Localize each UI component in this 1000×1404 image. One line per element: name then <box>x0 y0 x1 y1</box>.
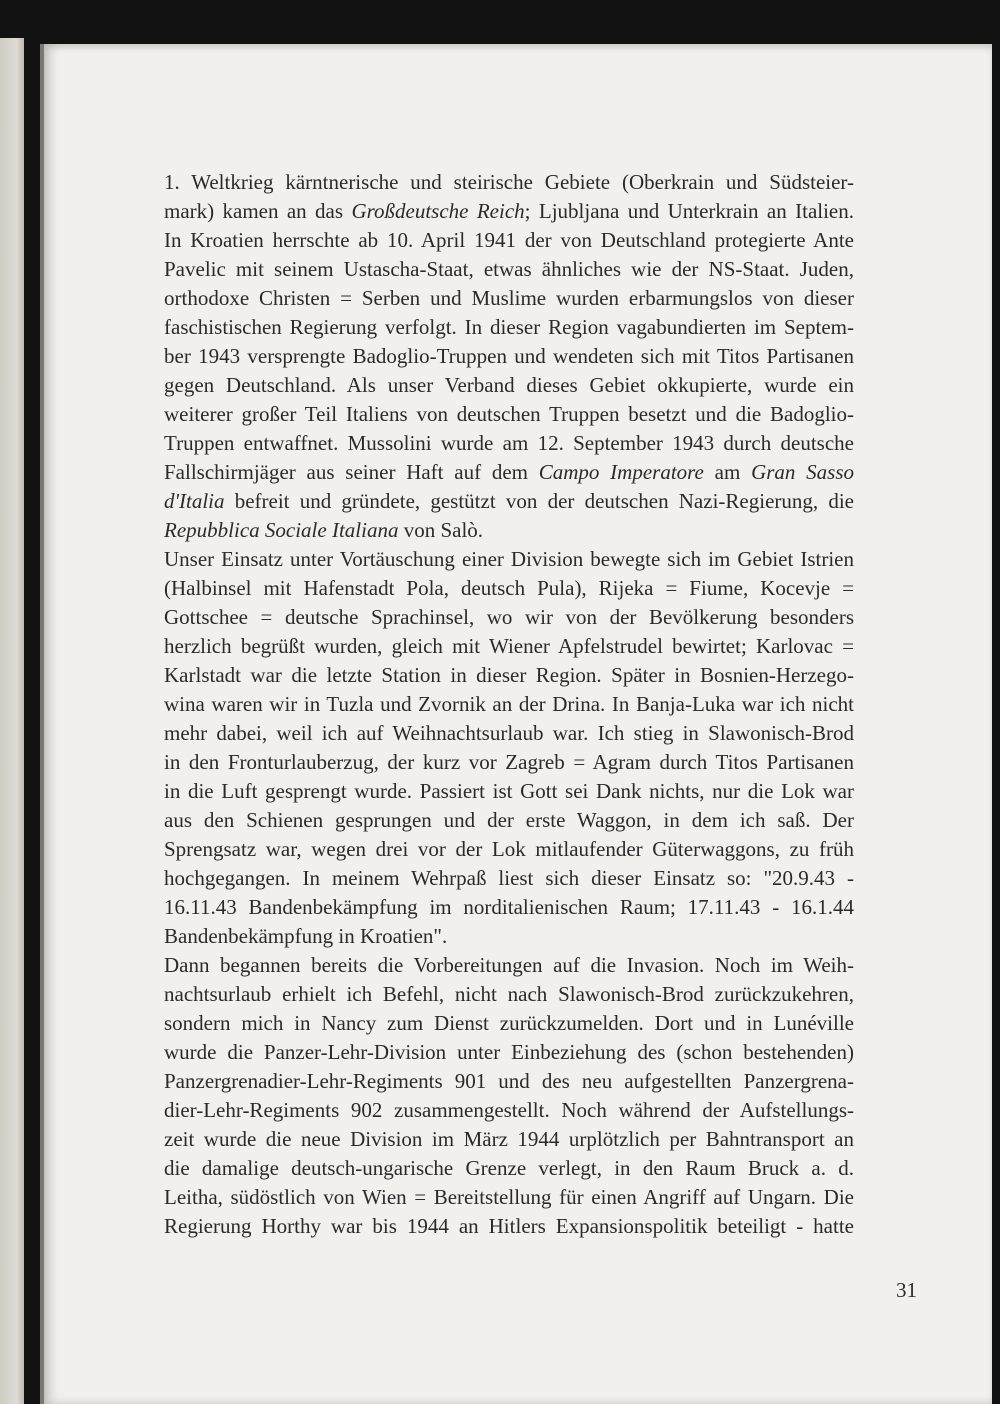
text-segment: 16.11.43 Bandenbekämpfung im norditalienischen Raum; 17.11.43 - 16.1.44 <box>164 895 854 919</box>
text-segment: Panzergrenadier-Lehr-Regiments 901 und des neu aufgestellten Panzergrena- <box>164 1069 854 1093</box>
text-segment: aus den Schienen gesprungen und der erste Waggon, in dem ich saß. Der <box>164 808 854 832</box>
text-segment: am <box>703 460 752 484</box>
text-line <box>164 255 854 284</box>
text-segment: dier-Lehr-Regiments 902 zusammengestellt. Noch während der Aufstellungs- <box>164 1098 854 1122</box>
text-segment: (Halbinsel mit Hafenstadt Pola, deutsch Pula), Rijeka = Fiume, Kocevje = <box>164 576 854 600</box>
text-segment: Unser Einsatz unter Vortäuschung einer Division bewegte sich im Gebiet Istrien <box>164 547 854 571</box>
text-line <box>164 574 854 603</box>
text-segment: mehr dabei, weil ich auf Weihnachtsurlaub war. Ich stieg in Slawonisch-Brod <box>164 721 854 745</box>
text-line <box>164 1125 854 1154</box>
text-segment: Gottschee = deutsche Sprachinsel, wo wir von der Bevölkerung besonders <box>164 605 854 629</box>
text-line <box>164 719 854 748</box>
text-segment: sondern mich in Nancy zum Dienst zurückzumelden. Dort und in Lunéville <box>164 1011 854 1035</box>
text-line <box>164 342 854 371</box>
text-segment: Fallschirmjäger aus seiner Haft auf dem <box>164 460 539 484</box>
text-segment: Sprengsatz war, wegen drei vor der Lok mitlaufender Güterwaggons, zu früh <box>164 837 854 861</box>
text-line <box>164 545 854 574</box>
text-segment: zeit wurde die neue Division im März 1944 urplötzlich per Bahntransport an <box>164 1127 854 1151</box>
text-line <box>164 893 854 922</box>
text-segment: hochgegangen. In meinem Wehrpaß liest sich dieser Einsatz so: "20.9.43 - <box>164 866 854 890</box>
text-line <box>164 748 854 777</box>
text-segment: wurde die Panzer-Lehr-Division unter Einbeziehung des (schon bestehenden) <box>164 1040 854 1064</box>
text-line <box>164 951 854 980</box>
italic-text: d'Italia <box>164 489 225 513</box>
text-segment: mark) kamen an das <box>164 199 352 223</box>
text-segment: weiterer großer Teil Italiens von deutschen Truppen besetzt und die Badoglio- <box>164 402 854 426</box>
text-line <box>164 371 854 400</box>
text-line <box>164 1154 854 1183</box>
text-line <box>164 603 854 632</box>
text-segment: Regierung Horthy war bis 1944 an Hitlers Expansionspolitik beteiligt - hatte <box>164 1214 854 1238</box>
text-line <box>164 429 854 458</box>
text-segment: ; Ljubljana und Unterkrain an Italien. <box>524 199 855 223</box>
text-line <box>164 864 854 893</box>
text-line <box>164 487 854 516</box>
text-line <box>164 226 854 255</box>
text-line <box>164 632 854 661</box>
italic-text: Großdeutsche Reich <box>351 199 525 223</box>
text-line <box>164 1067 854 1096</box>
text-line <box>164 400 854 429</box>
text-segment: wina waren wir in Tuzla und Zvornik an der Drina. In Banja-Luka war ich nicht <box>164 692 854 716</box>
text-segment: in die Luft gesprengt wurde. Passiert ist Gott sei Dank nichts, nur die Lok war <box>164 779 854 803</box>
text-segment: Bandenbekämpfung in Kroatien". <box>164 924 448 948</box>
text-line <box>164 922 854 951</box>
text-segment: Pavelic mit seinem Ustascha-Staat, etwas ähnliches wie der NS-Staat. Juden, <box>164 257 854 281</box>
text-segment: Karlstadt war die letzte Station in dieser Region. Später in Bosnien-Herzego- <box>164 663 854 687</box>
text-line <box>164 1009 854 1038</box>
text-line <box>164 516 854 545</box>
text-line <box>164 777 854 806</box>
italic-text: Campo Imperatore <box>538 460 704 484</box>
text-segment: in den Fronturlauberzug, der kurz vor Zagreb = Agram durch Titos Partisanen <box>164 750 854 774</box>
text-line <box>164 1212 854 1241</box>
text-line <box>164 197 854 226</box>
text-segment: befreit und gründete, gestützt von der deutschen Nazi-Regierung, die <box>224 489 854 513</box>
text-line <box>164 1183 854 1212</box>
text-segment: herzlich begrüßt wurden, gleich mit Wiener Apfelstrudel bewirtet; Karlovac = <box>164 634 854 658</box>
body-text <box>164 168 854 1241</box>
text-line <box>164 168 854 197</box>
text-line <box>164 313 854 342</box>
text-segment: von Salò. <box>398 518 484 542</box>
italic-text: Gran Sasso <box>751 460 855 484</box>
text-line <box>164 458 854 487</box>
text-line <box>164 690 854 719</box>
text-segment: gegen Deutschland. Als unser Verband dieses Gebiet okkupierte, wurde ein <box>164 373 854 397</box>
italic-text: Repubblica Sociale Italiana <box>164 518 399 542</box>
text-segment: 1. Weltkrieg kärntnerische und steirische Gebiete (Oberkrain und Südsteier- <box>164 170 854 194</box>
text-line <box>164 1038 854 1067</box>
text-segment: In Kroatien herrschte ab 10. April 1941 der von Deutschland protegierte Ante <box>164 228 854 252</box>
text-segment: ber 1943 versprengte Badoglio-Truppen und wendeten sich mit Titos Partisanen <box>164 344 854 368</box>
page-number: 31 <box>896 1278 917 1302</box>
text-segment: die damalige deutsch-ungarische Grenze verlegt, in den Raum Bruck a. d. <box>164 1156 854 1180</box>
text-line <box>164 661 854 690</box>
text-segment: Dann begannen bereits die Vorbereitungen auf die Invasion. Noch im Weih- <box>164 953 854 977</box>
text-segment: nachtsurlaub erhielt ich Befehl, nicht nach Slawonisch-Brod zurückzukehren, <box>164 982 854 1006</box>
text-line <box>164 1096 854 1125</box>
text-segment: Leitha, südöstlich von Wien = Bereitstellung für einen Angriff auf Ungarn. Die <box>164 1185 854 1209</box>
text-segment: Truppen entwaffnet. Mussolini wurde am 12. September 1943 durch deutsche <box>164 431 854 455</box>
text-line <box>164 980 854 1009</box>
text-line <box>164 806 854 835</box>
facing-page-edge <box>0 38 24 1404</box>
text-line <box>164 284 854 313</box>
text-segment: faschistischen Regierung verfolgt. In dieser Region vagabundierten im Septem- <box>164 315 854 339</box>
text-line <box>164 835 854 864</box>
text-segment: orthodoxe Christen = Serben und Muslime wurden erbarmungslos von dieser <box>164 286 854 310</box>
